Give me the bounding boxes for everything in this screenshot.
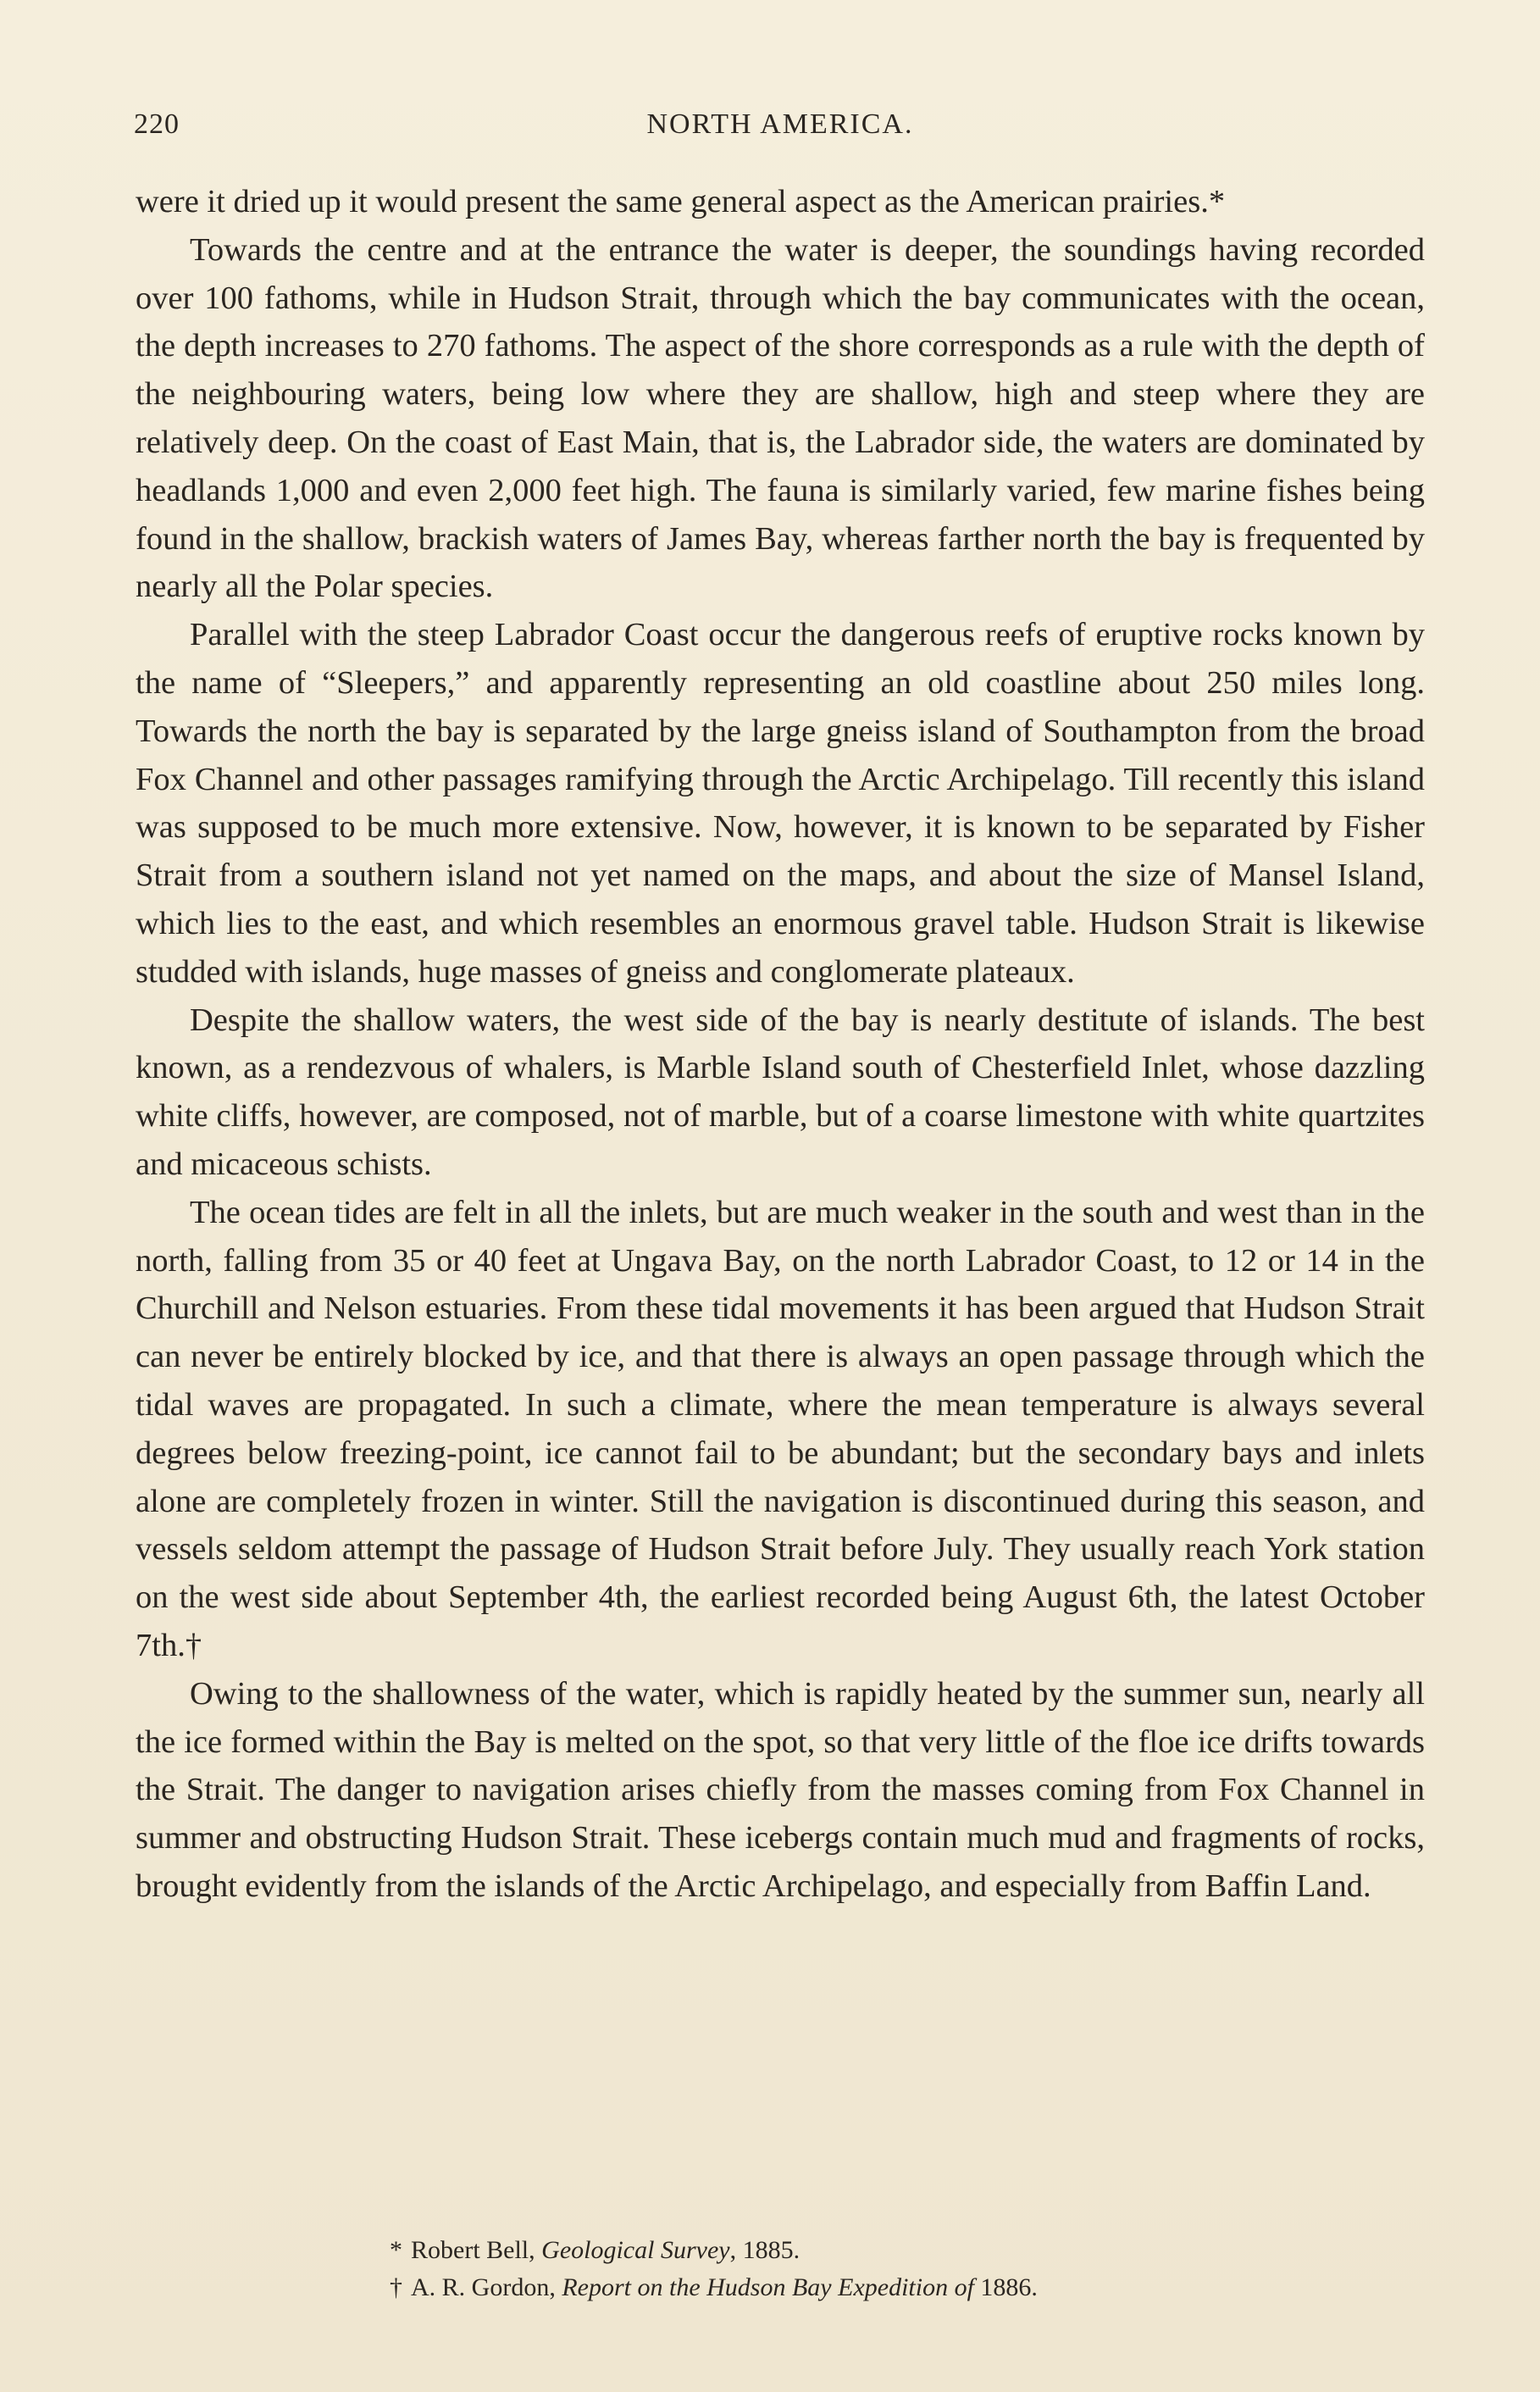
footnote-title: Report on the Hudson Bay Expedition of [562,2273,974,2301]
footnote-text: Robert Bell, [411,2236,542,2264]
footnote-tail: , 1885. [729,2236,800,2264]
paragraph: Owing to the shallowness of the water, which is rapidly heated by the summer sun, nearly all the ice formed within the Bay is melted on the spot, so that very little of the floe ice drifts towards the Strait. The danger to navigation arises chiefly from the masses coming from Fox Channel in summer and obstructing Hudson Strait. These icebergs contain much mud and fragments of rocks, brought evidently from the islands of the Arctic Archipelago, and especially from Baffin Land. [136,1675,1425,1904]
paragraph: were it dried up it would present the same general aspect as the American prairies.* [136,184,1226,219]
footnote-mark: * [390,2236,402,2264]
paragraph: Despite the shallow waters, the west side of the bay is nearly destitute of islands. The best known, as a rendezvous of whalers, is Marble Island south of Chesterfield Inlet, whose dazzling white cliffs, however, are composed, not of marble, but of a coarse limestone with white quartzites and micaceous schists. [136,1002,1425,1182]
footnote-text: A. R. Gordon, [411,2273,562,2301]
body-text [136,178,1425,1911]
footnote-mark: † [390,2273,402,2301]
footnote-tail: 1886. [973,2273,1038,2301]
footnote-title: Geological Survey [541,2236,730,2264]
footnote [136,2232,1425,2269]
page-header [134,108,1426,151]
footnote [136,2269,1425,2306]
page-number: 220 [134,108,180,140]
running-head: NORTH AMERICA. [646,108,914,140]
footnotes [136,2232,1425,2306]
paragraph: The ocean tides are felt in all the inlets, but are much weaker in the south and west than in the north, falling from 35 or 40 feet at Ungava Bay, on the north Labrador Coast, to 12 or 14 in the Churchill and Nelson estuaries. From these tidal movements it has been argued that Hudson Strait can never be entirely blocked by ice, and that there is always an open passage through which the tidal waves are propagated. In such a climate, where the mean temperature is always several degrees below freezing-point, ice cannot fail to be abundant; but the secondary bays and inlets alone are completely frozen in winter. Still the navigation is discontinued during this season, and vessels seldom attempt the passage of Hudson Strait before July. They usually reach York station on the west side about September 4th, the earliest recorded being August 6th, the latest October 7th.† [136,1194,1425,1663]
paragraph: Towards the centre and at the entrance the water is deeper, the soundings having recorded over 100 fathoms, while in Hudson Strait, through which the bay communicates with the ocean, the depth increases to 270 fathoms. The aspect of the shore corresponds as a rule with the depth of the neighbouring waters, being low where they are shallow, high and steep where they are relatively deep. On the coast of East Main, that is, the Labrador side, the waters are dominated by headlands 1,000 and even 2,000 feet high. The fauna is similarly varied, few marine fishes being found in the shallow, brackish waters of James Bay, whereas farther north the bay is frequented by nearly all the Polar species. [136,231,1425,605]
paragraph: Parallel with the steep Labrador Coast occur the dangerous reefs of eruptive rocks known by the name of “Sleepers,” and apparently representing an old coastline about 250 miles long. Towards the north the bay is separated by the large gneiss island of Southampton from the broad Fox Channel and other passages ramifying through the Arctic Archipelago. Till recently this island was supposed to be much more extensive. Now, however, it is known to be separated by Fisher Strait from a southern island not yet named on the maps, and about the size of Mansel Island, which lies to the east, and which resembles an enormous gravel table. Hudson Strait is likewise studded with islands, huge masses of gneiss and conglomerate plateaux. [136,617,1425,990]
